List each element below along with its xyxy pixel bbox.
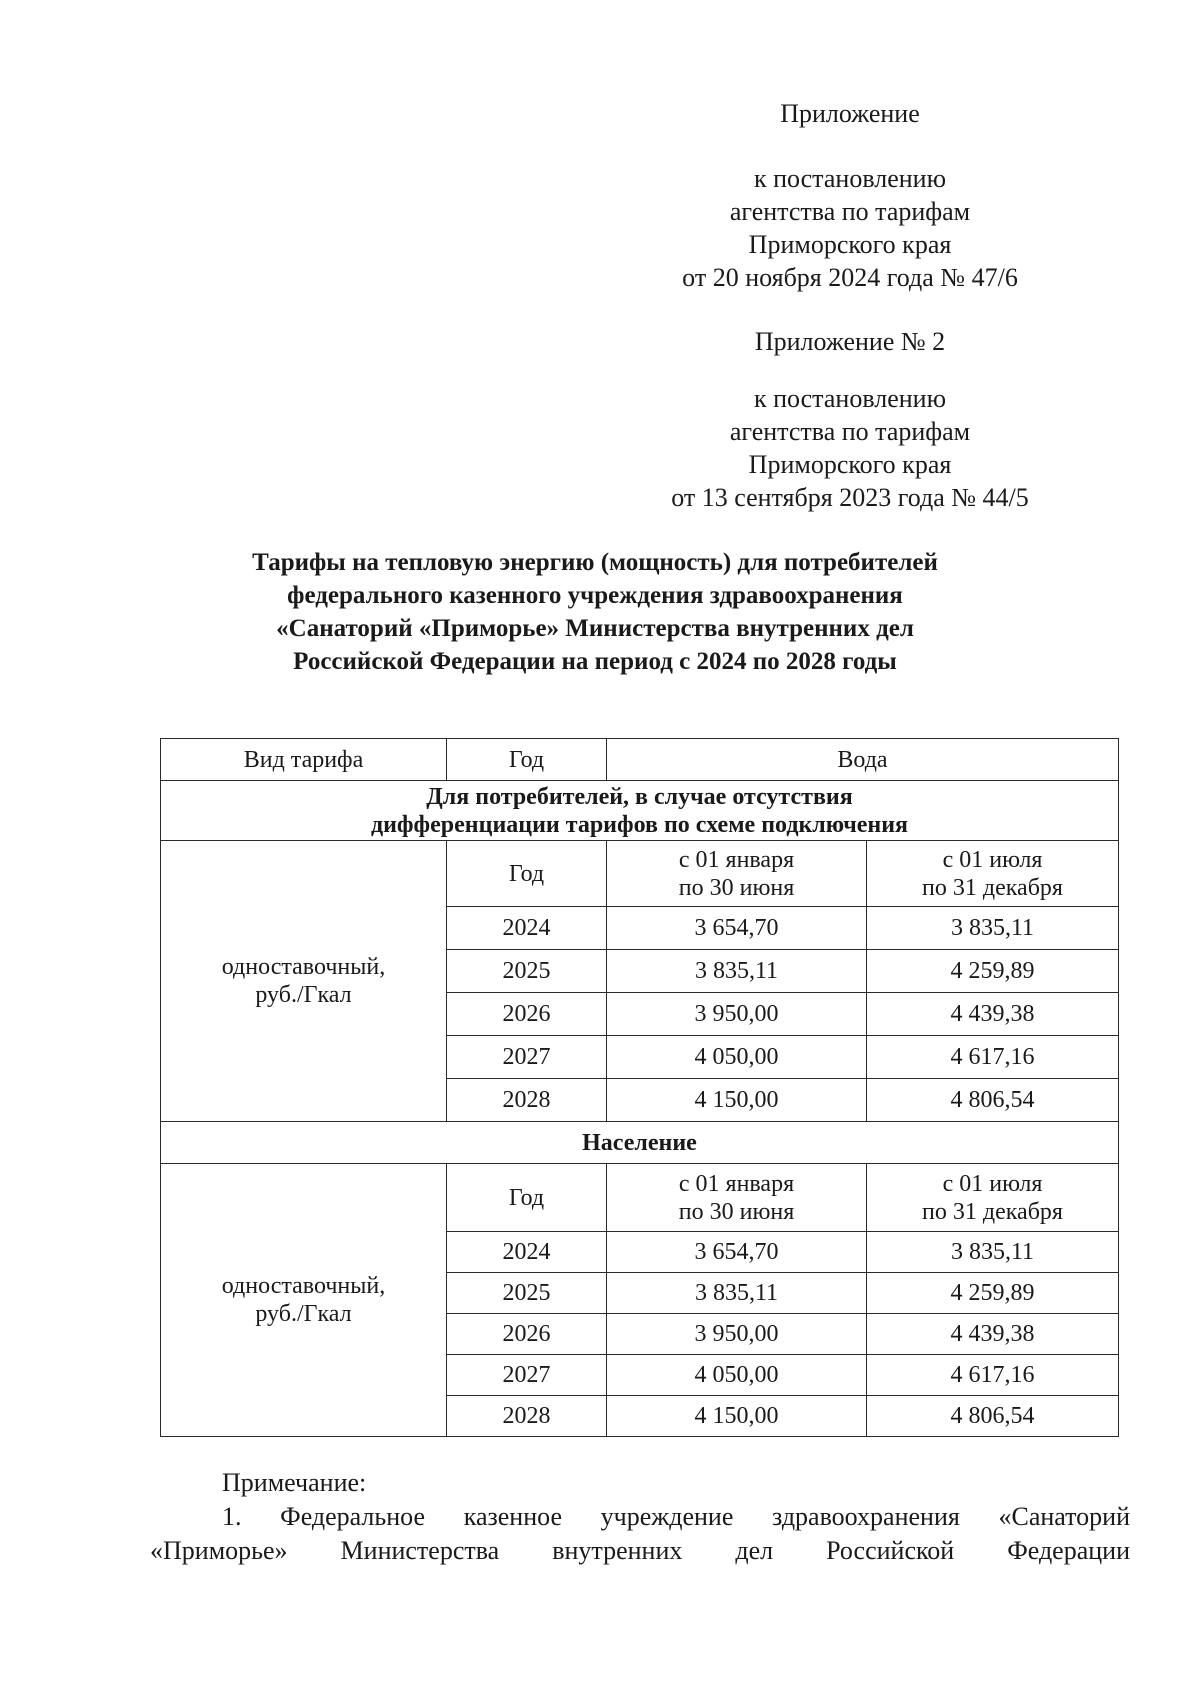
- value-second-half: 4 439,38: [867, 1314, 1119, 1355]
- title-line: «Санаторий «Приморье» Министерства внутренних дел: [276, 615, 914, 642]
- attachment-current-reference: [600, 162, 1100, 294]
- year-cell: 2024: [447, 907, 607, 950]
- value-first-half: 3 654,70: [607, 1232, 867, 1273]
- year-cell: 2027: [447, 1355, 607, 1396]
- section-heading-row: [161, 781, 1119, 841]
- reference-line: к постановлению: [753, 164, 947, 193]
- year-label: Год: [447, 841, 607, 907]
- value-second-half: 4 439,38: [867, 993, 1119, 1036]
- reference-line: Приморского края: [748, 450, 952, 479]
- header-water: Вода: [607, 739, 1119, 781]
- value-second-half: 3 835,11: [867, 907, 1119, 950]
- attachment-original-title: [600, 325, 1100, 358]
- value-first-half: 4 050,00: [607, 1355, 867, 1396]
- attachment-title: Приложение: [780, 99, 920, 128]
- period-first-half: с 01 января по 30 июня: [607, 841, 867, 907]
- value-first-half: 4 150,00: [607, 1396, 867, 1437]
- value-second-half: 4 617,16: [867, 1036, 1119, 1079]
- header-year: Год: [447, 739, 607, 781]
- value-first-half: 3 950,00: [607, 993, 867, 1036]
- value-first-half: 4 050,00: [607, 1036, 867, 1079]
- value-second-half: 4 259,89: [867, 950, 1119, 993]
- value-second-half: 3 835,11: [867, 1232, 1119, 1273]
- year-cell: 2024: [447, 1232, 607, 1273]
- reference-line: агентства по тарифам: [729, 197, 971, 226]
- value-first-half: 3 835,11: [607, 1273, 867, 1314]
- period-header-row: [161, 841, 1119, 907]
- reference-line: Приморского края: [748, 230, 952, 259]
- value-second-half: 4 259,89: [867, 1273, 1119, 1314]
- value-second-half: 4 617,16: [867, 1355, 1119, 1396]
- year-cell: 2026: [447, 1314, 607, 1355]
- attachment-current-title: [600, 97, 1100, 130]
- title-line: Российской Федерации на период с 2024 по 2028 годы: [293, 648, 897, 675]
- value-first-half: 3 835,11: [607, 950, 867, 993]
- period-header-row: [161, 1164, 1119, 1232]
- title-line: Тарифы на тепловую энергию (мощность) для потребителей: [252, 549, 938, 576]
- period-second-half: с 01 июля по 31 декабря: [867, 841, 1119, 907]
- value-first-half: 4 150,00: [607, 1079, 867, 1122]
- reference-line: к постановлению: [753, 384, 947, 413]
- section-heading: Для потребителей, в случае отсутствия дифференциации тарифов по схеме подключения: [161, 781, 1119, 841]
- header-tariff-type: Вид тарифа: [161, 739, 447, 781]
- note-heading: Примечание:: [222, 1468, 367, 1497]
- year-cell: 2026: [447, 993, 607, 1036]
- value-second-half: 4 806,54: [867, 1396, 1119, 1437]
- value-first-half: 3 950,00: [607, 1314, 867, 1355]
- year-cell: 2025: [447, 1273, 607, 1314]
- reference-line: агентства по тарифам: [729, 417, 971, 446]
- value-first-half: 3 654,70: [607, 907, 867, 950]
- title-line: федерального казенного учреждения здравоохранения: [287, 582, 903, 609]
- reference-date-line: от 13 сентября 2023 года № 44/5: [671, 483, 1029, 512]
- tariff-type-cell: одноставочный, руб./Гкал: [161, 841, 447, 1122]
- note-section: [150, 1466, 1130, 1568]
- value-second-half: 4 806,54: [867, 1079, 1119, 1122]
- year-cell: 2025: [447, 950, 607, 993]
- table-header-row: [161, 739, 1119, 781]
- year-cell: 2027: [447, 1036, 607, 1079]
- note-paragraph-line: 1. Федеральное казенное учреждение здравоохранения «Санаторий: [222, 1502, 1130, 1531]
- year-cell: 2028: [447, 1079, 607, 1122]
- period-second-half: с 01 июля по 31 декабря: [867, 1164, 1119, 1232]
- reference-date-line: от 20 ноября 2024 года № 47/6: [682, 263, 1018, 292]
- attachment-title: Приложение № 2: [754, 327, 946, 356]
- attachment-original-reference: [600, 382, 1100, 514]
- period-first-half: с 01 января по 30 июня: [607, 1164, 867, 1232]
- tariff-type-cell: одноставочный, руб./Гкал: [161, 1164, 447, 1437]
- note-paragraph-line: «Приморье» Министерства внутренних дел Российской Федерации: [150, 1536, 1130, 1565]
- section-heading: Население: [161, 1122, 1119, 1164]
- year-label: Год: [447, 1164, 607, 1232]
- section-heading-row: [161, 1122, 1119, 1164]
- year-cell: 2028: [447, 1396, 607, 1437]
- document-title: [150, 546, 1040, 678]
- tariff-table: [160, 738, 1119, 1437]
